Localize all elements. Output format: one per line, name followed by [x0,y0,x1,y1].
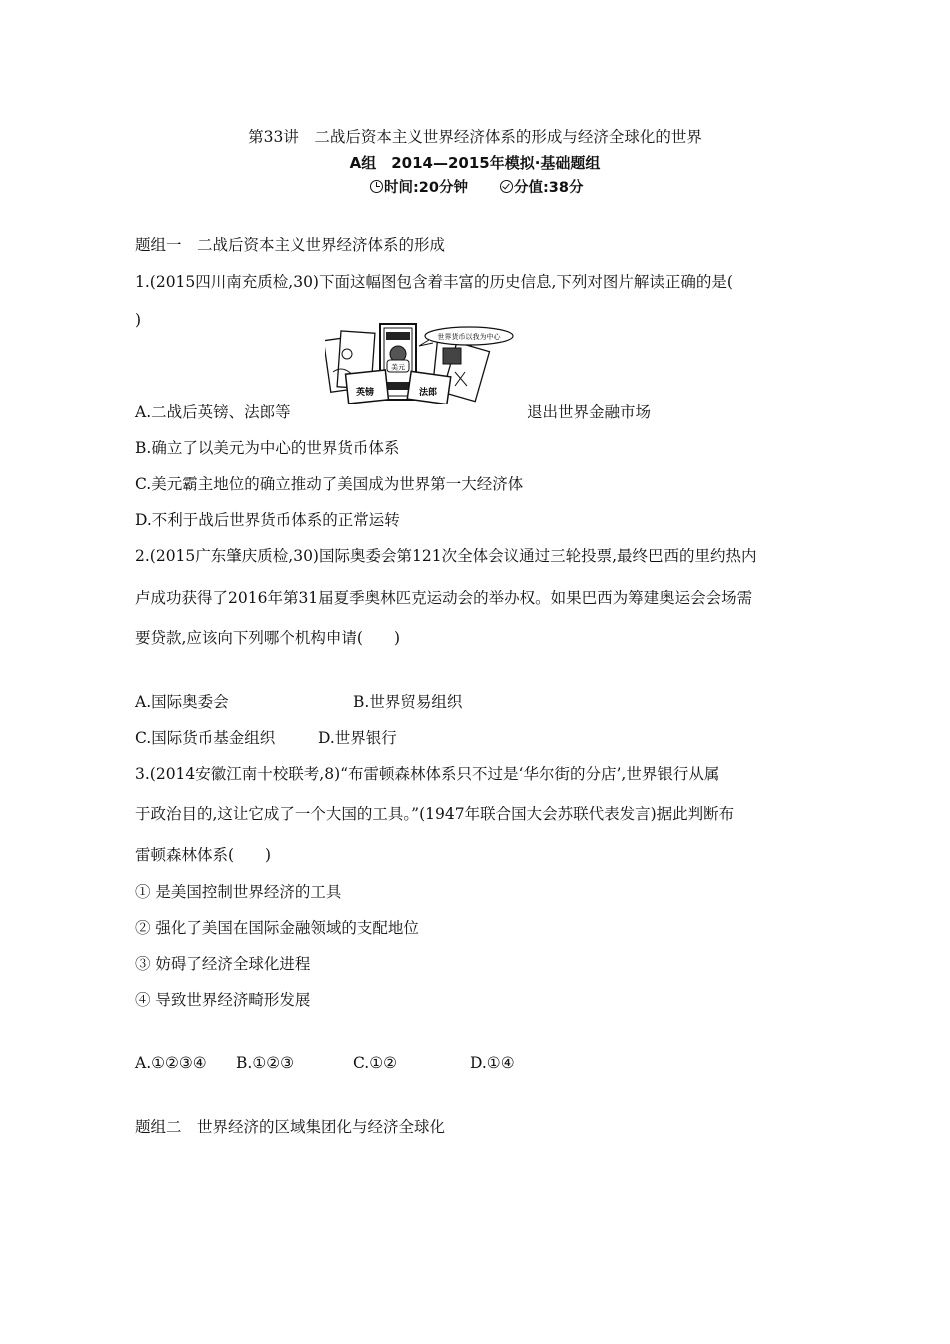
q2-option-d: D.世界银行 [318,729,397,747]
q3-item-1: ① 是美国控制世界经济的工具 [135,883,342,901]
q3-option-b: B.①②③ [236,1054,295,1072]
q3-stem-line1: 3.(2014安徽江南十校联考,8)“布雷顿森林体系只不过是‘华尔街的分店’,世界银行从属 [135,765,720,783]
time-info: 时间:20分钟 [370,178,468,198]
page-title: 第33讲 二战后资本主义世界经济体系的形成与经济全球化的世界 [248,128,702,146]
section-heading-2: 题组二 世界经济的区域集团化与经济全球化 [135,1118,446,1136]
clock-icon [370,180,383,193]
q2-stem-line2: 卢成功获得了2016年第31届夏季奥林匹克运动会的举办权。如果巴西为筹建奥运会会场需 [135,589,753,607]
currency-cartoon-figure [325,322,515,404]
q2-stem-line3: 要贷款,应该向下列哪个机构申请( ) [135,629,401,647]
q3-item-3: ③ 妨碍了经济全球化进程 [135,955,311,973]
score-info: 分值:38分 [500,178,583,198]
q1-option-d: D.不利于战后世界货币体系的正常运转 [135,511,400,529]
q1-option-b: B.确立了以美元为中心的世界货币体系 [135,439,400,457]
q3-option-a: A.①②③④ [135,1054,207,1072]
q3-stem-line3: 雷顿森林体系( ) [135,846,272,864]
check-circle-icon [500,180,513,193]
dollar-label: 美元 [391,363,405,372]
section-heading-1: 题组一 二战后资本主义世界经济体系的形成 [135,236,446,254]
pound-label: 英镑 [355,388,375,398]
q2-option-b: B.世界贸易组织 [353,693,463,711]
q2-option-a: A.国际奥委会 [135,693,229,711]
q3-item-4: ④ 导致世界经济畸形发展 [135,991,311,1009]
group-heading: A组 2014—2015年模拟·基础题组 [349,154,601,172]
q1-stem-line2: ) [135,311,142,329]
q2-stem-line1: 2.(2015广东肇庆质检,30)国际奥委会第121次全体会议通过三轮投票,最终巴西的里约热内 [135,547,757,565]
q3-stem-line2: 于政治目的,这让它成了一个大国的工具。”(1947年联合国大会苏联代表发言)据此判断布 [135,805,735,823]
q3-option-d: D.①④ [470,1054,515,1072]
q3-item-2: ② 强化了美国在国际金融领域的支配地位 [135,919,419,937]
q2-option-c: C.国际货币基金组织 [135,729,276,747]
q1-option-c: C.美元霸主地位的确立推动了美国成为世界第一大经济体 [135,475,524,493]
q1-stem-line1: 1.(2015四川南充质检,30)下面这幅图包含着丰富的历史信息,下列对图片解读正确的是( [135,273,733,291]
franc-label: 法郎 [418,388,438,398]
q3-option-c: C.①② [353,1054,398,1072]
q1-option-a-part1: A.二战后英镑、法郎等 [135,403,291,421]
speech-bubble-text: 世界货币以我为中心 [437,333,501,341]
q1-option-a-part2: 退出世界金融市场 [527,403,652,421]
